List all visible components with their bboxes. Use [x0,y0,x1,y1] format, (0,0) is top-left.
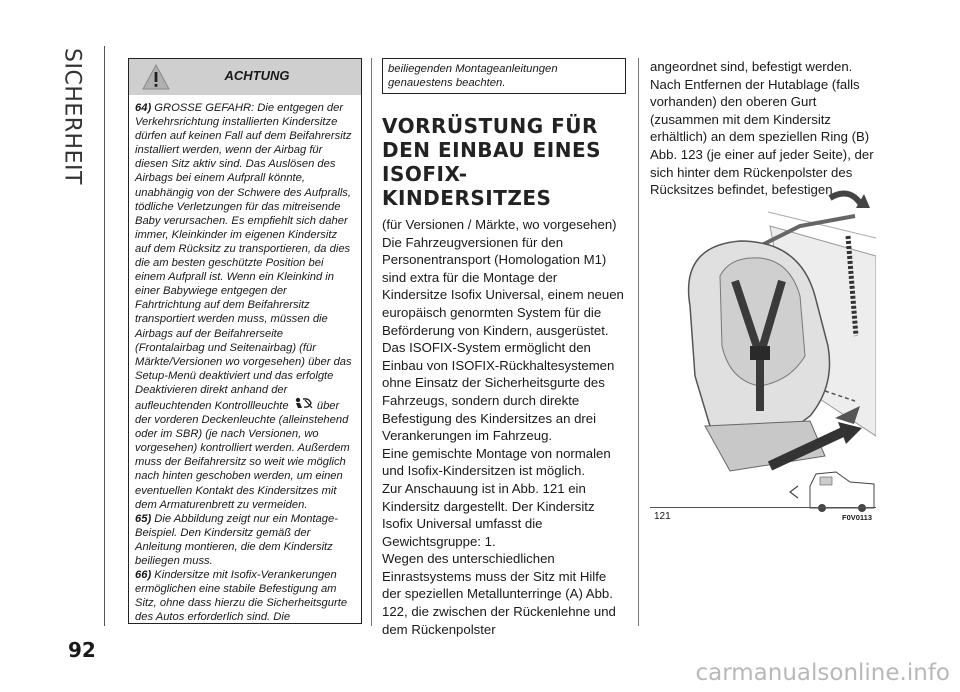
body-text [382,216,626,638]
paragraph: Zur Anschauung ist in Abb. 121 ein Kindersitz dargestellt. Der Kindersitz Isofix Universal umfasst die Gewichtsgruppe: 1. [382,480,595,549]
warning-title: ACHTUNG [224,68,290,83]
figure-number: 121 [654,511,671,522]
warning-item-65: 65) Die Abbildung zeigt nur ein Montage-Beispiel. Den Kindersitz gemäß der Anleitung montieren, die dem Kindersitz beiliegen muss. [135,512,338,567]
page-number: 92 [68,638,96,662]
warning-item-64: 64) GROSSE GEFAHR: Die entgegen der Verkehrsrichtung installierten Kindersitze dürfen auf keinen Fall auf dem Beifahrersitz installiert werden, wenn der Airbag für diesen Sitz aktiv sind. Das Auslösen des Airbags bei einem Aufprall könnte, unabhängig von der Schwere des Aufpralls, tödliche Verletzungen für das mitreisende Baby verursachen. Es empfiehlt sich daher immer, Kleinkinder im eigenen Kindersitz auf dem Rücksitz zu transportieren, da dies die am besten geschützte Position bei einem Aufprall ist. Wenn ein Kleinkind in einer Babywiege entgegen der Fahrtrichtung auf dem Beifahrersitz transportiert werden muss, müssen die Airbags auf der Beifahrerseite (Frontalairbag und Seitenairbag) (für Märkte/Versionen wo vorgesehen) über das Setup-Menü deaktiviert und das erfolgte Deaktivieren direkt anhand der aufleuchtenden Kontrollleuchte über der vorderen Deckenleuchte (alleinstehend oder im SBR) (je nach Versionen, wo vorgesehen) kontrolliert werden. Außerdem muss der Beifahrersitz so weit wie möglich nach hinten geschoben werden, um einen eventuellen Kontakt des Kindersitzes mit dem Armaturenbrett zu vermeiden. [135,102,352,511]
main-column [382,58,626,638]
warning-box [128,58,362,624]
paragraph: Wegen des unterschiedlichen Einrastsystems muss der Sitz mit Hilfe der speziellen Metallunterringe (A) Abb. 122, die zwischen der Rückenlehne und dem Rückenpolster [382,551,616,637]
warning-item-66: 66) Kindersitze mit Isofix-Verankerungen ermöglichen eine stabile Befestigung am Sitz, ohne dass hierzu die Sicherheitsgurte des Autos erforderlich sind. Die [135,569,348,624]
paragraph: angeordnet sind, befestigt werden. Nach Entfernen der Hutablage (falls vorhanden) den oberen Gurt (zusammen mit dem Kindersitz erhältlich) an dem speziellen Ring (B) Abb. 123 (je einer auf jeder Seite), der sich hinter dem Rückenpolster des Rücksitzes befindet, befestigen. [650,59,874,198]
warning-body [129,95,361,624]
figure-rule [650,507,876,508]
note-box: beiliegenden Montageanleitungen genauestens beachten. [382,58,626,94]
column-divider [638,58,639,626]
margin-rule [104,46,105,626]
car-icon [790,472,874,512]
paragraph: Das ISOFIX-System ermöglicht den Einbau von ISOFIX-Rückhaltesystemen ohne Einsatz der Sicherheitsgurte des Fahrzeugs, sondern durch direkte Befestigung des Kindersitzes an drei Verankerungen im Fahrzeug. [382,340,615,444]
warning-header [129,59,361,95]
paragraph: (für Versionen / Märkte, wo vorgesehen) [382,217,617,232]
column-divider [371,58,372,626]
right-column [650,58,876,199]
paragraph: Eine gemischte Montage von normalen und Isofix-Kindersitzen ist möglich. [382,445,611,479]
airbag-off-icon [292,397,314,411]
child-seat-illustration [650,186,876,526]
figure-code: F0V0113 [842,513,873,522]
section-title: SICHERHEIT [59,48,85,185]
watermark: carmanualsonline.info [695,660,950,686]
section-heading: VORRÜSTUNG FÜR DEN EINBAU EINES ISOFIX-KINDERSITZES [382,114,602,210]
paragraph: Die Fahrzeugversionen für den Personentransport (Homologation M1) sind extra für die Montage der Kindersitze Isofix Universal, einem neuen europäisch genormten System für die Beförderung von Kindern, ausgerüstet. [382,234,624,338]
